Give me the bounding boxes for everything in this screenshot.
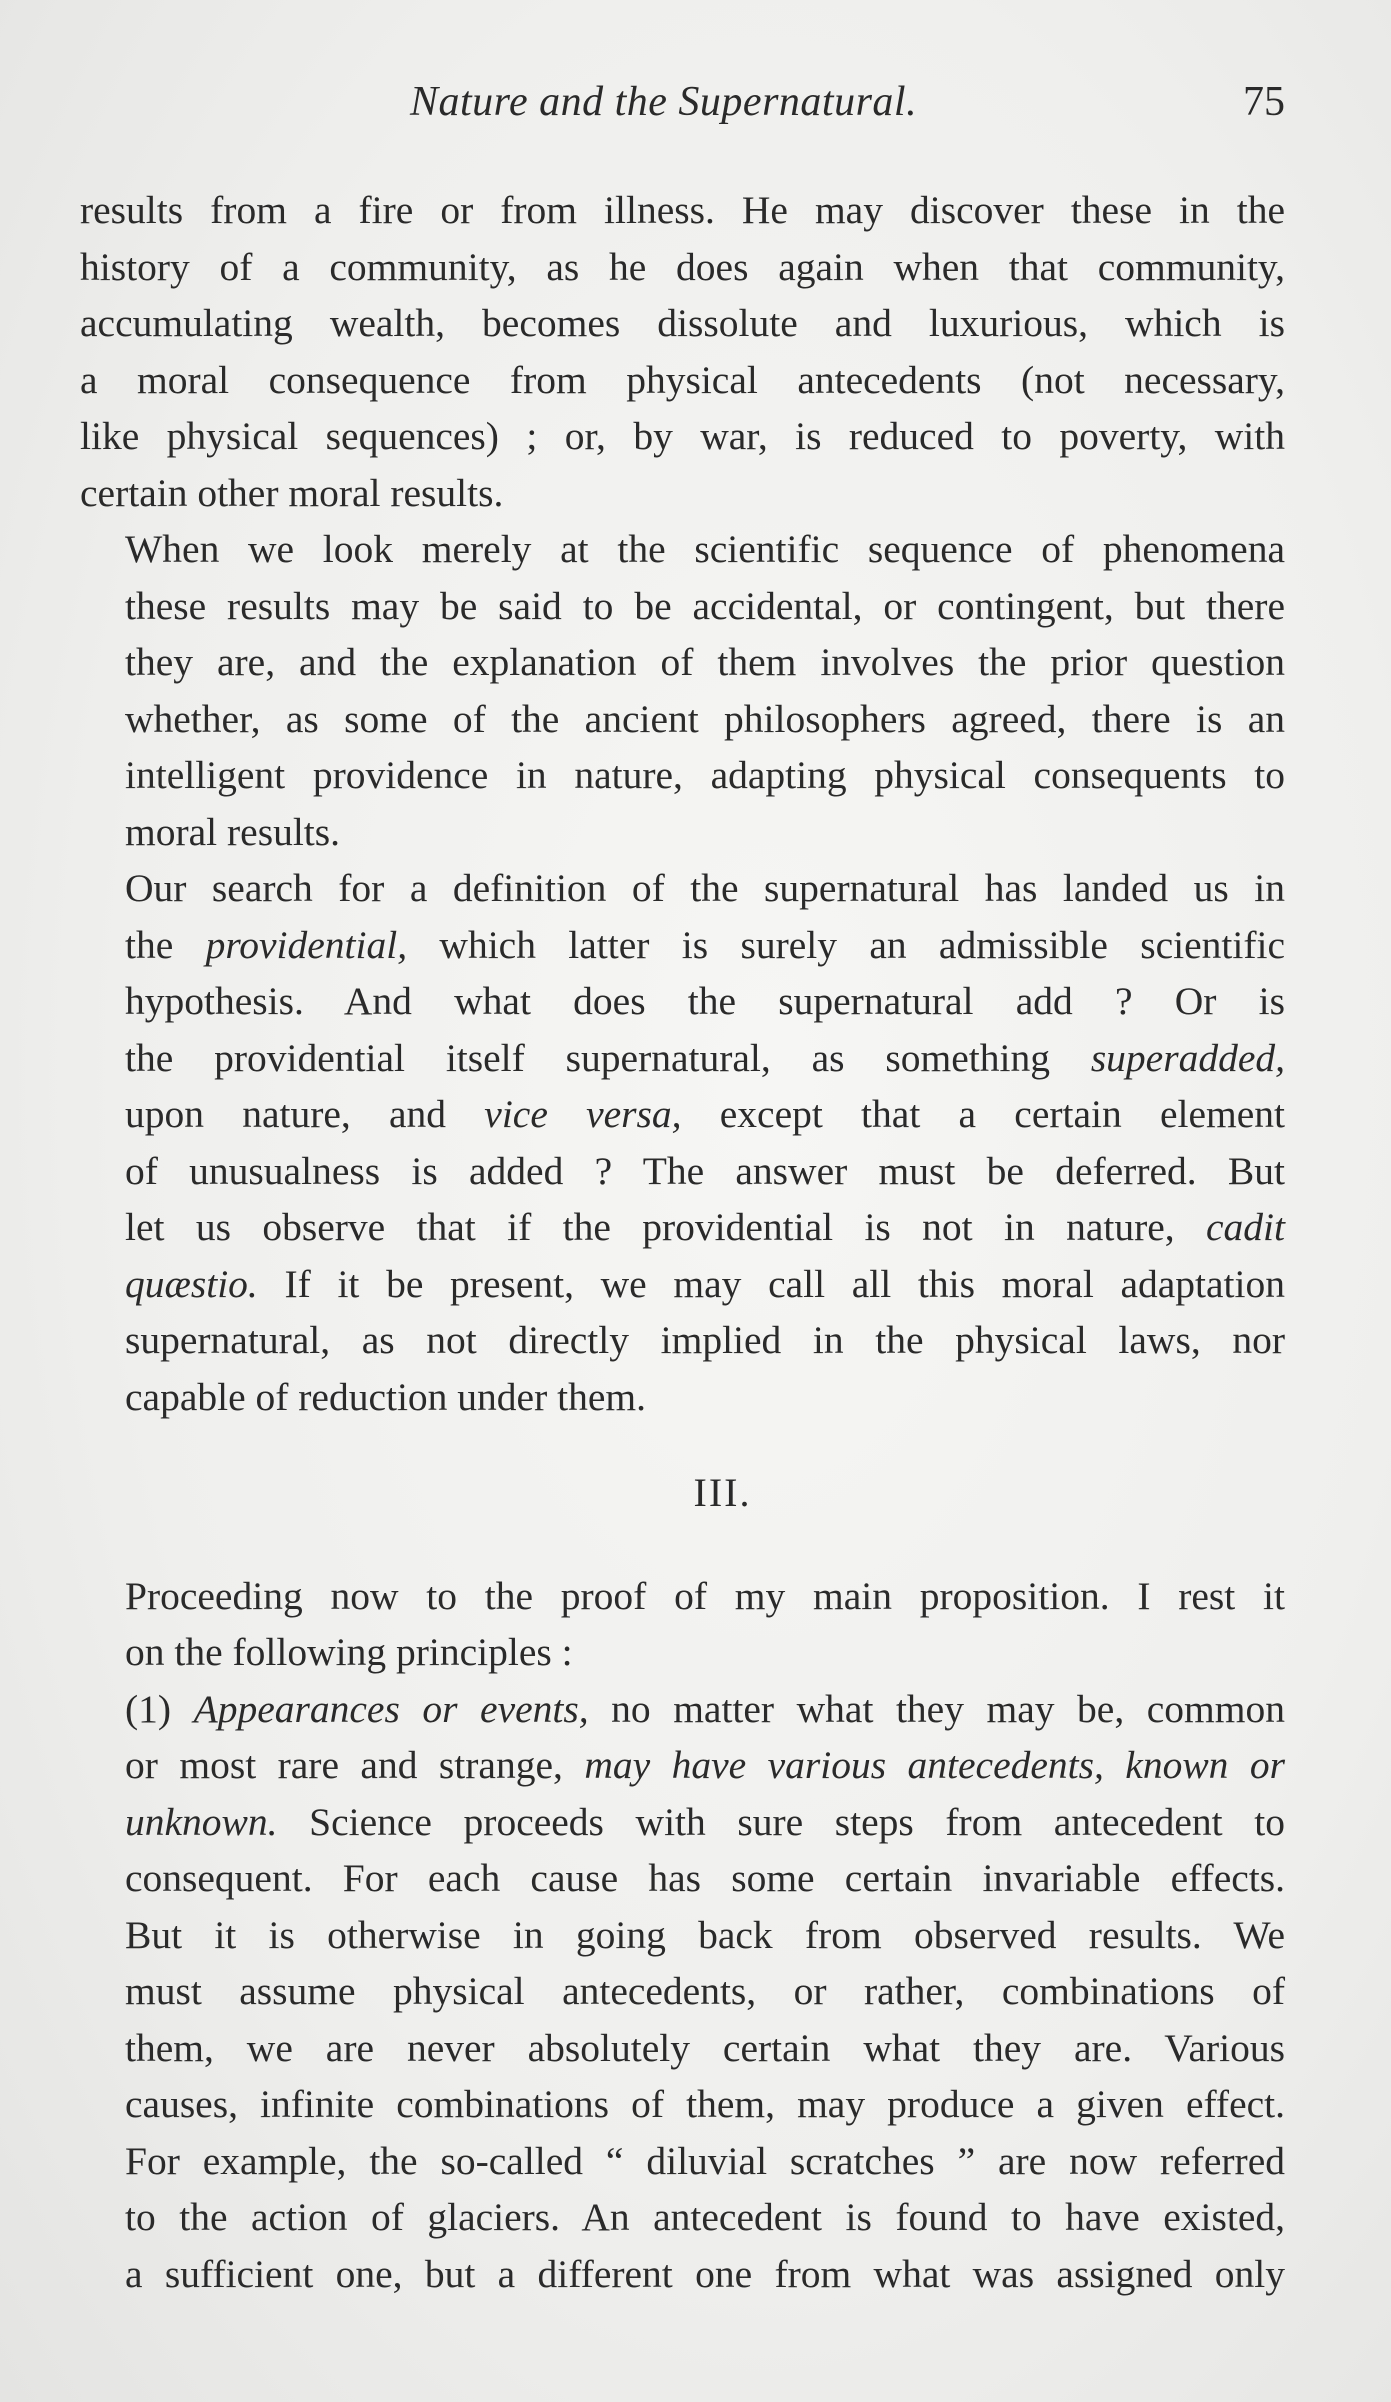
text-line: must assume physical antecedents, or rather, combinations of: [125, 1969, 1285, 2013]
text-line: Proceeding now to the proof of my main proposition. I rest it: [125, 1573, 1285, 1618]
text-line: [80, 1794, 1285, 1851]
text-line: results from a fire or from illness. He may discover these in the: [80, 188, 1285, 232]
text-line: supernatural, as not directly implied in the physical laws, nor: [125, 1318, 1285, 1362]
text-line: [80, 1030, 1285, 1087]
text-line: accumulating wealth, becomes dissolute and luxurious, which is: [80, 301, 1285, 345]
text-line: [80, 1199, 1285, 1256]
body-text: [80, 182, 1285, 2302]
italic-run: cadit: [1206, 1205, 1285, 1249]
text-run: except that a certain element: [681, 1092, 1285, 1136]
text-run: If it be present, we may call all this moral adaptation: [257, 1261, 1285, 1306]
italic-run: superadded,: [1090, 1035, 1285, 1080]
italic-run: quæstio.: [125, 1261, 258, 1306]
text-run: Science proceeds with sure steps from antecedent to: [277, 1799, 1285, 1844]
text-run: or most rare and strange,: [125, 1743, 585, 1787]
text-line: whether, as some of the ancient philosophers agreed, there is an: [125, 696, 1285, 741]
text-line: For example, the so-called “ diluvial scratches ” are now referred: [125, 2138, 1285, 2183]
text-line: of unusualness is added ? The answer must be deferred. But: [125, 1148, 1285, 1193]
page-number: 75: [1243, 79, 1285, 125]
text-line: [80, 1737, 1285, 1794]
text-line: certain other moral results.: [80, 470, 504, 515]
text-line: these results may be said to be accidental, or contingent, but there: [125, 583, 1285, 628]
text-line: a moral consequence from physical antecedents (not necessary,: [80, 357, 1285, 402]
text-line: a sufficient one, but a different one from what was assigned only: [125, 2251, 1285, 2296]
text-line: hypothesis. And what does the supernatural add ? Or is: [125, 979, 1285, 1023]
text-line: moral results.: [125, 809, 341, 854]
text-run: no matter what they may be, common: [588, 1686, 1285, 1731]
text-line: causes, infinite combinations of them, may produce a given effect.: [125, 2082, 1285, 2126]
text-line: But it is otherwise in going back from observed results. We: [125, 1912, 1285, 1957]
text-line: intelligent providence in nature, adapting physical consequents to: [125, 753, 1285, 797]
text-run: (1): [125, 1686, 194, 1731]
running-title: Nature and the Supernatural.: [410, 79, 918, 125]
text-line: to the action of glaciers. An antecedent is found to have existed,: [125, 2195, 1285, 2239]
paragraph-3: [80, 860, 1285, 1425]
text-line: Our search for a definition of the supernatural has landed us in: [125, 866, 1285, 910]
text-run: upon nature, and: [125, 1092, 485, 1136]
page-header: [80, 72, 1285, 132]
text-line: them, we are never absolutely certain what they are. Various: [125, 2025, 1285, 2070]
text-line: they are, and the explanation of them involves the prior question: [125, 640, 1285, 684]
text-line: [80, 1681, 1285, 1738]
text-line: consequent. For each cause has some certain invariable effects.: [125, 1856, 1285, 1900]
text-line: [80, 917, 1285, 974]
text-run: the: [125, 922, 206, 967]
text-line: When we look merely at the scientific sequence of phenomena: [125, 527, 1285, 571]
text-run: the providential itself supernatural, as something: [125, 1035, 1091, 1080]
paragraph-1: [80, 182, 1285, 521]
text-line: capable of reduction under them.: [125, 1374, 646, 1419]
section-heading: III.: [693, 1470, 752, 1515]
italic-run: Appearances or events,: [193, 1686, 589, 1731]
text-line: [80, 1086, 1285, 1143]
italic-run: may have various antecedents, known or: [584, 1743, 1285, 1787]
paragraph-2: [80, 521, 1285, 860]
text-line: history of a community, as he does again when that community,: [80, 244, 1285, 289]
italic-run: vice versa,: [484, 1092, 682, 1136]
paragraph-5: [80, 1681, 1285, 2303]
italic-run: providential,: [205, 922, 408, 967]
text-line: on the following principles :: [125, 1630, 573, 1674]
text-run: which latter is surely an admissible scientific: [407, 922, 1285, 967]
paragraph-4: [80, 1568, 1285, 1681]
text-line: like physical sequences) ; or, by war, is reduced to poverty, with: [80, 414, 1285, 458]
text-line: [80, 1256, 1285, 1313]
text-run: let us observe that if the providential is not in nature,: [125, 1205, 1207, 1249]
italic-run: unknown.: [125, 1799, 278, 1844]
